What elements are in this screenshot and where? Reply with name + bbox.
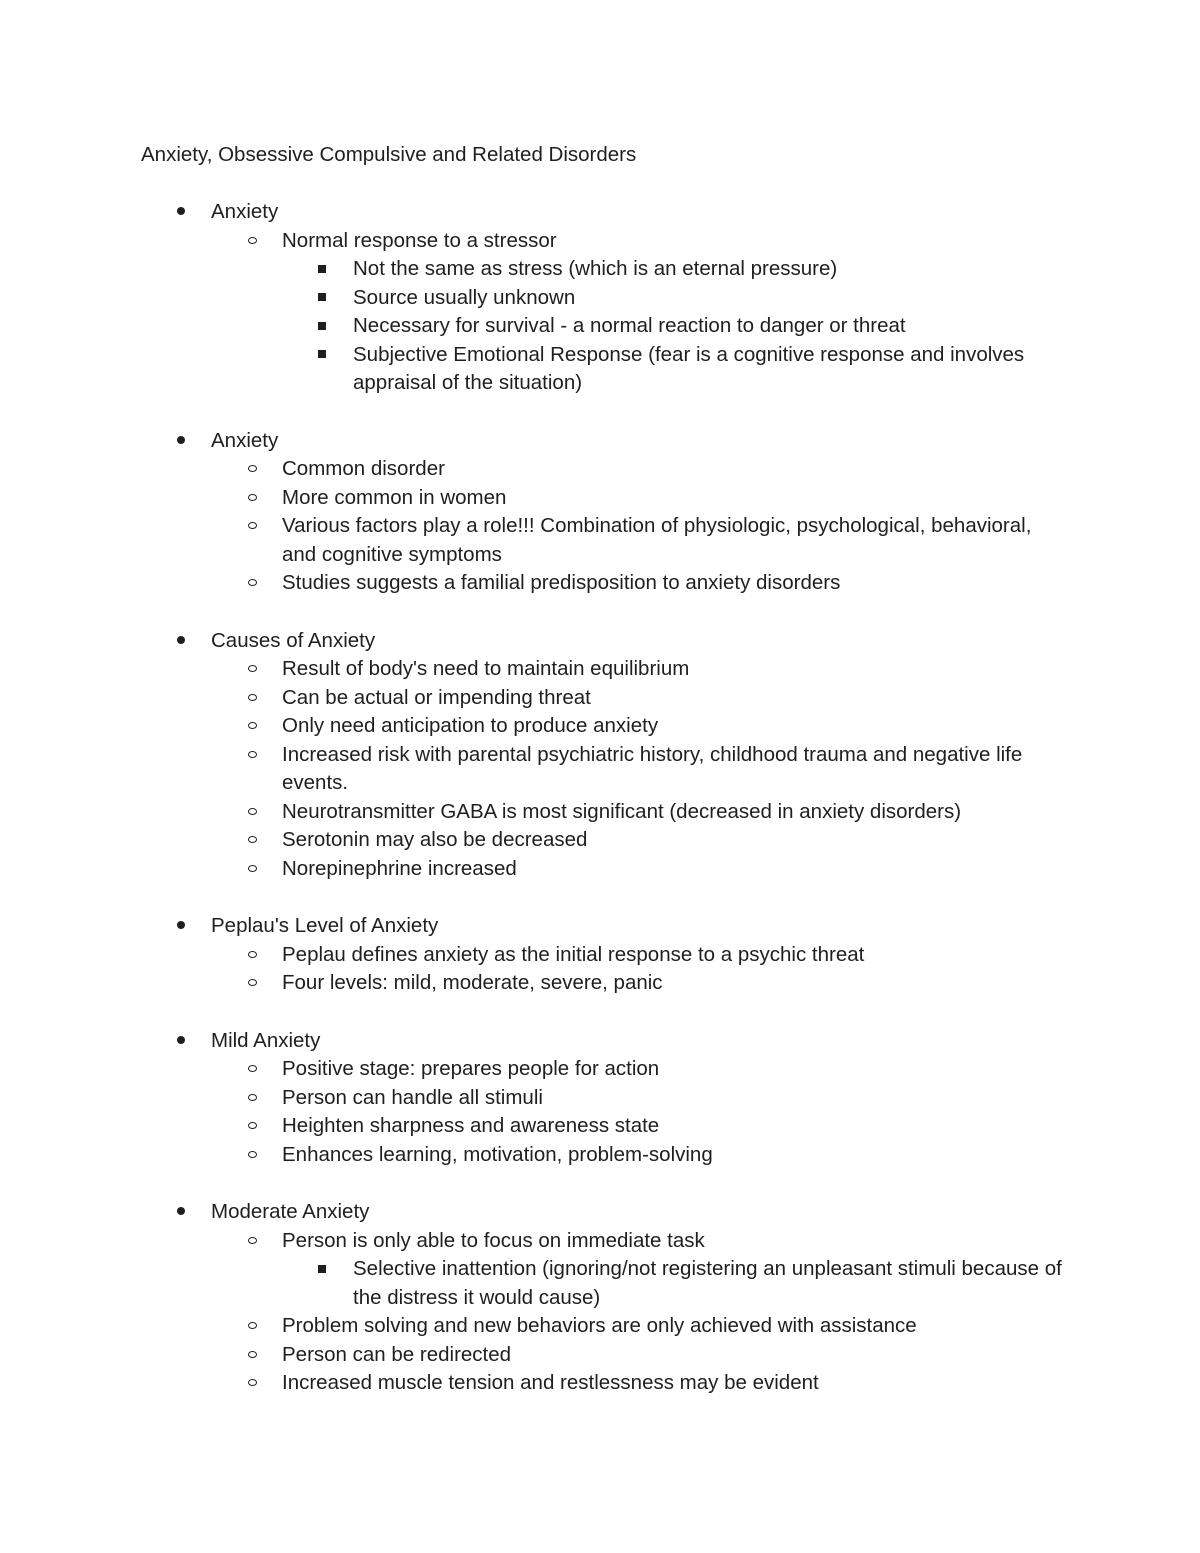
list-item — [0, 1055, 1052, 1084]
section-heading-text: Causes of Anxiety — [211, 628, 376, 652]
filled-bullet-icon — [177, 198, 185, 227]
list-item — [0, 569, 1052, 598]
section-heading-text: Peplau's Level of Anxiety — [211, 914, 439, 937]
list-item — [0, 1084, 1052, 1113]
hollow-bullet-icon — [248, 684, 257, 713]
section-heading-text: Mild Anxiety — [211, 1028, 321, 1052]
filled-bullet-icon — [177, 427, 185, 456]
list-item — [0, 684, 1052, 713]
list-item-text: Serotonin may also be decreased — [282, 828, 588, 851]
outline-section — [0, 1198, 1200, 1398]
document-title: Anxiety, Obsessive Compulsive and Related Disorders — [141, 143, 637, 166]
list-item — [0, 712, 1052, 741]
hollow-bullet-icon — [248, 1112, 257, 1141]
hollow-bullet-icon — [248, 484, 257, 513]
list-item-text: Norepinephrine increased — [282, 856, 517, 880]
hollow-bullet-icon — [248, 512, 257, 541]
hollow-bullet-icon — [248, 1084, 257, 1113]
list-item — [0, 1341, 1052, 1370]
list-item — [0, 1227, 1052, 1256]
outline-section — [0, 427, 1200, 598]
list-item — [0, 1112, 1052, 1141]
square-bullet-icon — [318, 255, 326, 284]
filled-bullet-icon — [177, 1198, 185, 1227]
list-item — [0, 798, 1052, 827]
outline-section — [0, 627, 1200, 884]
list-item — [0, 227, 1052, 256]
hollow-bullet-icon — [248, 1055, 257, 1084]
hollow-bullet-icon — [248, 798, 257, 827]
hollow-bullet-icon — [248, 1312, 257, 1341]
list-item-text: Heighten sharpness and awareness state — [282, 1114, 660, 1137]
hollow-bullet-icon — [248, 655, 257, 684]
hollow-bullet-icon — [248, 855, 257, 884]
list-item-text: Increased muscle tension and restlessness may be evident — [282, 1371, 819, 1394]
list-item-text: Enhances learning, motivation, problem-solving — [282, 1142, 713, 1166]
list-item-text: Neurotransmitter GABA is most significant (decreased in anxiety disorders) — [282, 799, 962, 823]
list-item-text: Person can be redirected — [282, 1342, 512, 1366]
list-item-text: Can be actual or impending threat — [282, 685, 591, 709]
hollow-bullet-icon — [248, 741, 257, 770]
list-item-text: Peplau defines anxiety as the initial response to a psychic threat — [282, 942, 865, 966]
section-heading — [0, 912, 1071, 941]
sub-list-item — [0, 312, 1063, 341]
section-heading-text: Anxiety — [211, 200, 279, 223]
list-item-text: More common in women — [282, 485, 507, 509]
section-heading — [0, 427, 1071, 456]
outline-section — [0, 1027, 1200, 1170]
hollow-bullet-icon — [248, 826, 257, 855]
section-heading-text: Anxiety — [211, 428, 279, 452]
hollow-bullet-icon — [248, 455, 257, 484]
section-heading — [0, 1027, 1071, 1056]
hollow-bullet-icon — [248, 941, 257, 970]
list-item — [0, 1369, 1052, 1398]
square-bullet-icon — [318, 284, 326, 313]
sub-list-item-text: Necessary for survival - a normal reaction to danger or threat — [353, 314, 906, 337]
sub-list-item — [0, 284, 1063, 313]
outline-section — [0, 198, 1200, 398]
sub-list-item-text: Not the same as stress (which is an eternal pressure) — [353, 257, 838, 280]
sub-list-item — [0, 255, 1063, 284]
hollow-bullet-icon — [248, 712, 257, 741]
section-heading — [0, 198, 1071, 227]
sub-list-item-text: Source usually unknown — [353, 285, 576, 309]
list-item — [0, 1312, 1052, 1341]
section-heading — [0, 1198, 1071, 1227]
list-item — [0, 1141, 1052, 1170]
list-item — [0, 941, 1052, 970]
outline-section — [0, 912, 1200, 998]
list-item-text: Person is only able to focus on immediate task — [282, 1228, 705, 1252]
list-item-text: Result of body's need to maintain equilibrium — [282, 657, 690, 680]
sub-list-item-text: Subjective Emotional Response (fear is a cognitive response and involves appraisal of the situation) — [353, 342, 1025, 394]
filled-bullet-icon — [177, 627, 185, 656]
list-item — [0, 826, 1052, 855]
section-heading — [0, 627, 1071, 656]
document-body — [0, 198, 1200, 1427]
filled-bullet-icon — [177, 912, 185, 941]
list-item-text: Common disorder — [282, 457, 445, 480]
hollow-bullet-icon — [248, 569, 257, 598]
square-bullet-icon — [318, 341, 326, 370]
filled-bullet-icon — [177, 1027, 185, 1056]
list-item-text: Increased risk with parental psychiatric history, childhood trauma and negative life events. — [282, 742, 1023, 794]
hollow-bullet-icon — [248, 969, 257, 998]
list-item — [0, 855, 1052, 884]
list-item — [0, 655, 1052, 684]
sub-list-item — [0, 341, 1063, 398]
section-heading-text: Moderate Anxiety — [211, 1200, 370, 1223]
list-item — [0, 455, 1052, 484]
hollow-bullet-icon — [248, 1141, 257, 1170]
hollow-bullet-icon — [248, 1227, 257, 1256]
list-item-text: Positive stage: prepares people for action — [282, 1057, 660, 1080]
list-item-text: Normal response to a stressor — [282, 228, 557, 252]
list-item — [0, 512, 1052, 569]
list-item-text: Various factors play a role!!! Combination of physiologic, psychological, behavioral, and cognitive symptoms — [282, 514, 1032, 566]
hollow-bullet-icon — [248, 1341, 257, 1370]
list-item-text: Only need anticipation to produce anxiety — [282, 714, 659, 737]
list-item-text: Problem solving and new behaviors are only achieved with assistance — [282, 1314, 917, 1337]
square-bullet-icon — [318, 1255, 326, 1284]
square-bullet-icon — [318, 312, 326, 341]
list-item-text: Person can handle all stimuli — [282, 1085, 543, 1109]
sub-list-item — [0, 1255, 1063, 1312]
list-item-text: Four levels: mild, moderate, severe, panic — [282, 971, 663, 994]
list-item — [0, 741, 1052, 798]
list-item-text: Studies suggests a familial predisposition to anxiety disorders — [282, 571, 841, 594]
list-item — [0, 484, 1052, 513]
sub-list-item-text: Selective inattention (ignoring/not registering an unpleasant stimuli because of the distress it would cause) — [353, 1257, 1062, 1309]
hollow-bullet-icon — [248, 227, 257, 256]
hollow-bullet-icon — [248, 1369, 257, 1398]
list-item — [0, 969, 1052, 998]
